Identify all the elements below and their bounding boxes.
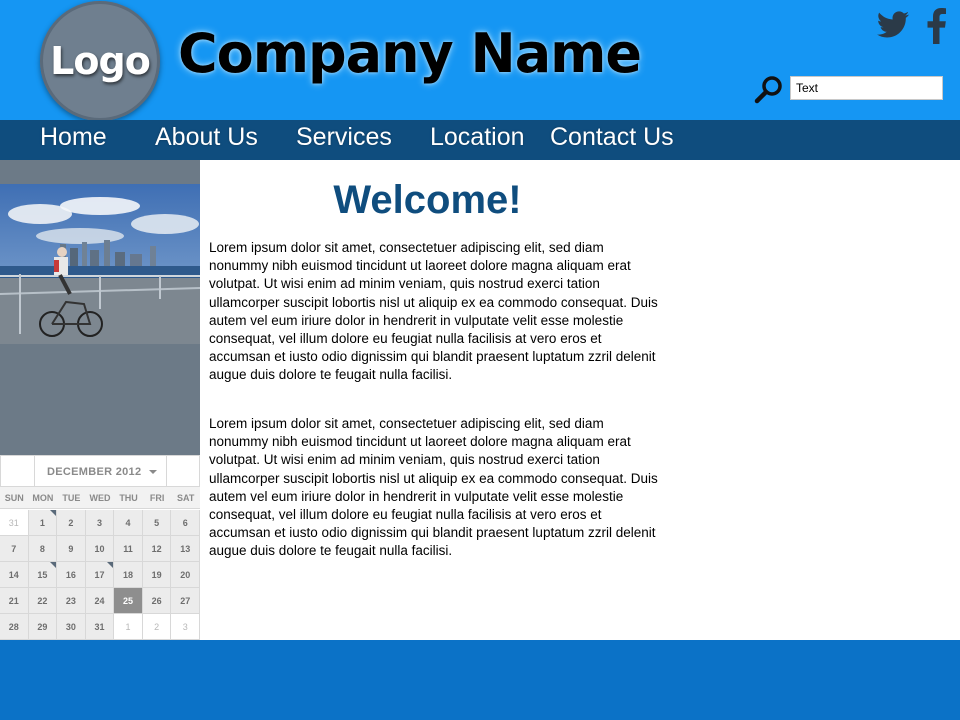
logo[interactable] [40,1,160,121]
search-input[interactable] [790,76,943,100]
nav-about-us[interactable]: About Us [155,123,258,151]
calendar-weekday: SAT [171,487,200,509]
calendar-day[interactable]: 3 [171,614,200,640]
nav-contact-us[interactable]: Contact Us [550,123,674,151]
calendar-weekday: SUN [0,487,29,509]
calendar-day[interactable]: 11 [114,536,143,562]
nav-home[interactable]: Home [40,123,107,151]
footer [0,640,960,720]
calendar-day[interactable]: 31 [0,510,29,536]
calendar-day[interactable]: 6 [171,510,200,536]
facebook-icon[interactable] [924,8,948,44]
calendar-day[interactable]: 1 [29,510,58,536]
calendar-day[interactable]: 29 [29,614,58,640]
calendar-day[interactable]: 8 [29,536,58,562]
calendar-widget [0,455,200,640]
calendar-day[interactable]: 17 [86,562,115,588]
calendar-day[interactable]: 20 [171,562,200,588]
nav-services[interactable]: Services [296,123,392,151]
calendar-day[interactable]: 12 [143,536,172,562]
calendar-weekday: TUE [57,487,86,509]
calendar-day[interactable]: 22 [29,588,58,614]
calendar-next-button[interactable] [166,456,200,486]
calendar-day[interactable]: 18 [114,562,143,588]
calendar-day[interactable]: 19 [143,562,172,588]
nav-location[interactable]: Location [430,123,525,151]
calendar-day[interactable]: 4 [114,510,143,536]
main-nav [0,120,960,160]
calendar-day[interactable]: 5 [143,510,172,536]
calendar-day[interactable]: 28 [0,614,29,640]
calendar-day[interactable]: 2 [57,510,86,536]
paragraph: Lorem ipsum dolor sit amet, consectetuer adipiscing elit, sed diam nonummy nibh euismod tincidunt ut laoreet dolore magna aliquam erat volutpat. Ut wisi enim ad minim veniam, quis nostrud exerci tation ullamcorper suscipit lobortis nisl ut aliquip ex ea commodo consequat. Duis autem vel eum iriure dolor in hendrerit in vulputate velit esse molestie consequat, vel illum dolore eu feugiat nulla facilisis at vero eros et accumsan et iusto odio dignissim qui blandit praesent luptatum zzril delenit augue duis dolore te feugait nulla facilisi. [209,240,658,383]
paragraph: Lorem ipsum dolor sit amet, consectetuer adipiscing elit, sed diam nonummy nibh euismod tincidunt ut laoreet dolore magna aliquam erat volutpat. Ut wisi enim ad minim veniam, quis nostrud exerci tation ullamcorper suscipit lobortis nisl ut aliquip ex ea commodo consequat. Duis autem vel eum iriure dolor in hendrerit in vulputate velit esse molestie consequat, vel illum dolore eu feugiat nulla facilisis at vero eros et accumsan et iusto odio dignissim qui blandit praesent luptatum zzril delenit augue duis dolore te feugait nulla facilisi. [209,416,658,559]
page-title: Welcome! [333,178,522,222]
calendar-day[interactable]: 14 [0,562,29,588]
calendar-weekday: WED [86,487,115,509]
calendar-prev-button[interactable] [1,456,35,486]
calendar-day[interactable]: 3 [86,510,115,536]
header [0,0,960,120]
calendar-day[interactable]: 30 [57,614,86,640]
calendar-day[interactable]: 27 [171,588,200,614]
calendar-day[interactable]: 13 [171,536,200,562]
company-name: Company Name [178,22,642,85]
calendar-day[interactable]: 31 [86,614,115,640]
calendar-day[interactable]: 2 [143,614,172,640]
calendar-day[interactable]: 24 [86,588,115,614]
calendar-day[interactable]: 1 [114,614,143,640]
calendar-weekday: MON [29,487,58,509]
calendar-day[interactable]: 15 [29,562,58,588]
calendar-day[interactable]: 25 [114,588,143,614]
calendar-day[interactable]: 26 [143,588,172,614]
main-content [200,160,960,640]
twitter-icon[interactable] [876,10,910,40]
calendar-weekday: THU [114,487,143,509]
calendar-day[interactable]: 21 [0,588,29,614]
search-icon[interactable] [754,74,784,104]
cyclist-photo [0,184,200,344]
logo-text: Logo [50,39,150,83]
calendar-day[interactable]: 9 [57,536,86,562]
calendar-header [0,455,200,487]
calendar-weekday: FRI [143,487,172,509]
calendar-month-label[interactable]: DECEMBER 2012 [47,466,142,478]
calendar-day[interactable]: 16 [57,562,86,588]
calendar-day[interactable]: 7 [0,536,29,562]
chevron-down-icon[interactable] [149,470,157,474]
calendar-day[interactable]: 23 [57,588,86,614]
calendar-day[interactable]: 10 [86,536,115,562]
